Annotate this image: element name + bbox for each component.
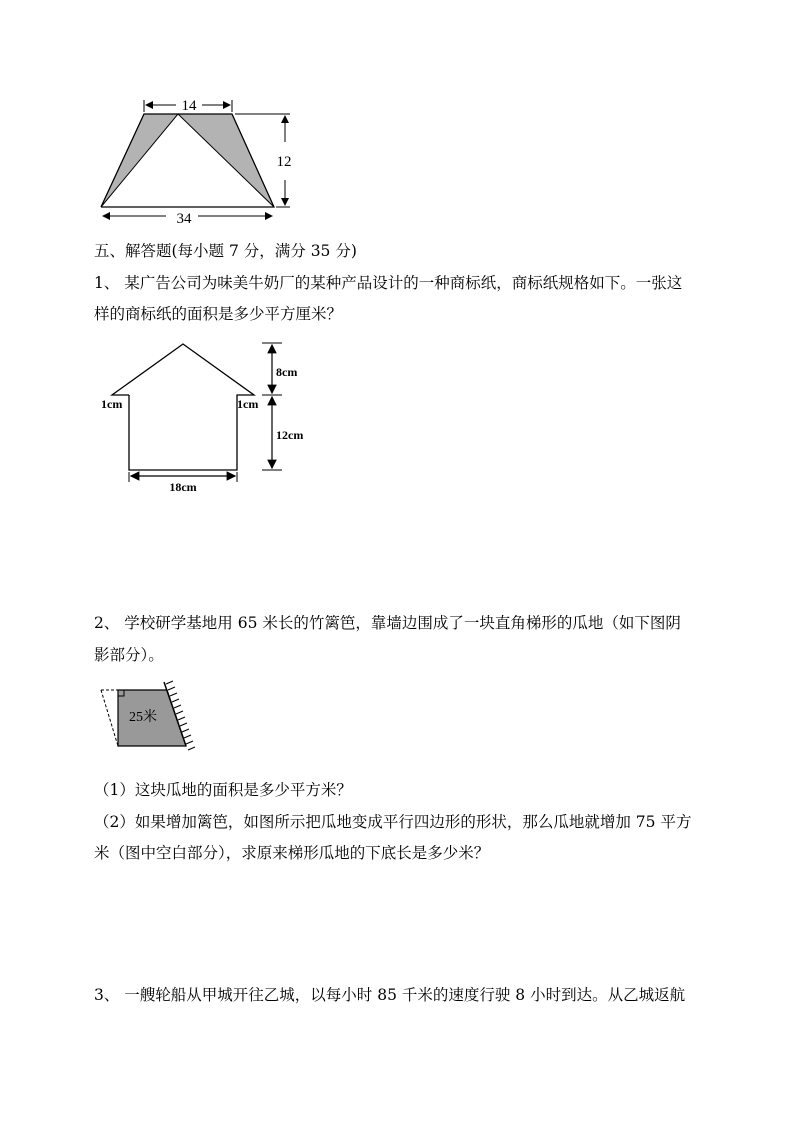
- base-width-label: 18cm: [169, 480, 197, 494]
- q3-text-line1: 3、 一艘轮船从甲城开往乙城，以每小时 85 千米的速度行驶 8 小时到达。从乙城返航: [94, 986, 686, 1004]
- q1-text-line2: 样的商标纸的面积是多少平方厘米？: [94, 305, 343, 323]
- shaded-right-triangle: [178, 114, 274, 207]
- top-height-label: 8cm: [276, 365, 298, 379]
- q1-text-line1: 1、 某广告公司为味美牛奶厂的某种产品设计的一种商标纸，商标纸规格如下。一张这: [94, 274, 683, 292]
- trapezoid-bottom-label: 34: [176, 211, 192, 227]
- body-height-label: 12cm: [276, 428, 304, 442]
- section-title: 五、解答题(每小题 7 分，满分 35 分): [94, 242, 357, 260]
- q2-text-line2: 影部分）。: [94, 646, 164, 664]
- left-overhang-label: 1cm: [101, 397, 123, 411]
- q2-sub2-line2: 米（图中空白部分），求原来梯形瓜地的下底长是多少米？: [94, 844, 490, 862]
- trapezoid-top-label: 14: [181, 98, 197, 114]
- q2-sub2-line1: （2）如果增加篱笆，如图所示把瓜地变成平行四边形的形状，那么瓜地就增加 75 平方: [94, 813, 692, 831]
- trapezoid-figure: [90, 92, 305, 230]
- trapezoid-height-label: 12: [276, 154, 292, 170]
- label-outline: [112, 344, 254, 470]
- garden-side-label: 25米: [129, 710, 157, 725]
- garden-figure: [98, 680, 198, 756]
- label-figure: [96, 338, 326, 498]
- q2-sub1: （1）这块瓜地的面积是多少平方米？: [94, 781, 352, 799]
- right-overhang-label: 1cm: [237, 397, 259, 411]
- shaded-left-triangle: [101, 114, 178, 207]
- q2-text-line1: 2、 学校研学基地用 65 米长的竹篱笆，靠墙边围成了一块直角梯形的瓜地（如下图阴: [94, 614, 681, 632]
